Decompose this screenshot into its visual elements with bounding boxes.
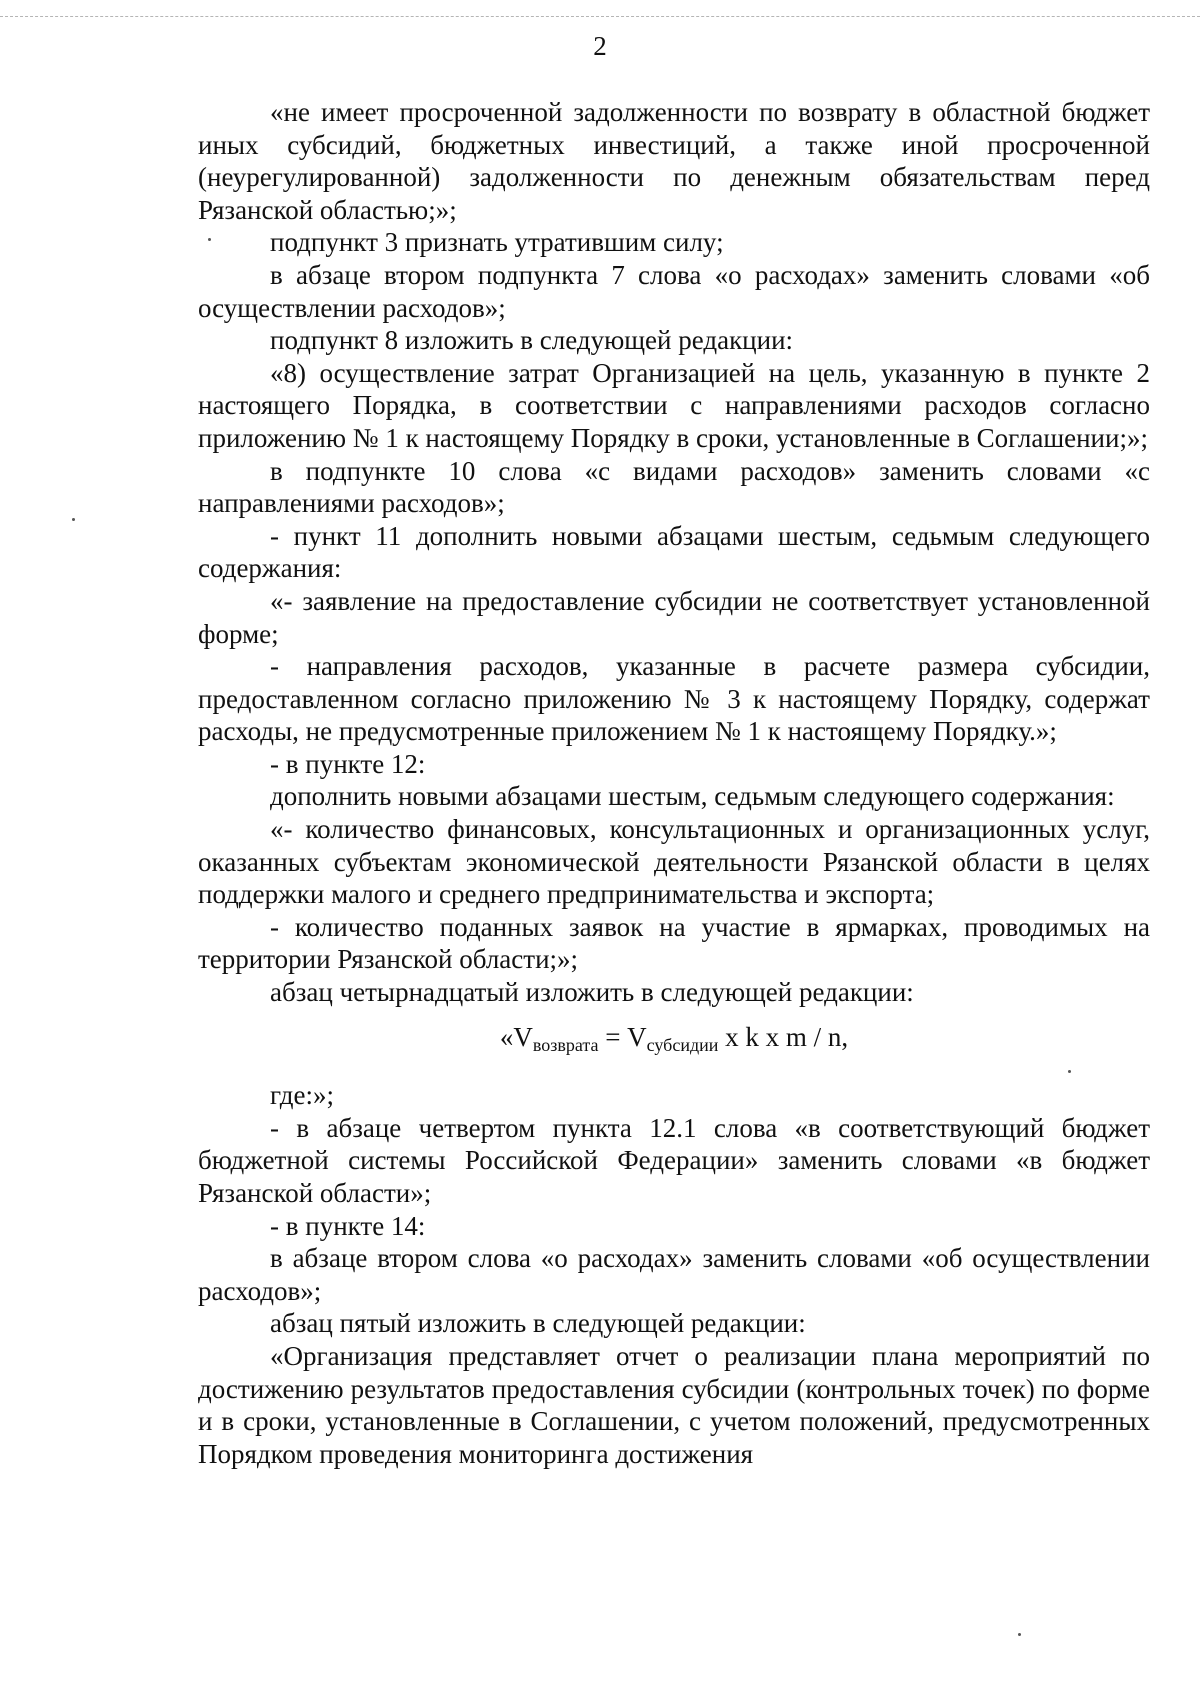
paragraph: «- заявление на предоставление субсидии не соответствует установленной форме; [198, 585, 1150, 649]
formula-open: «V [499, 1021, 533, 1052]
paragraph: абзац четырнадцатый изложить в следующей редакции: [270, 977, 914, 1008]
paragraph: дополнить новыми абзацами шестым, седьмым следующего содержания: [270, 781, 1115, 812]
scan-speck [72, 518, 75, 521]
paragraph: - количество поданных заявок на участие в ярмарках, проводимых на территории Рязанской области;»; [198, 911, 1150, 975]
formula-equals: = V [598, 1021, 647, 1052]
paragraph: «не имеет просроченной задолженности по возврату в областной бюджет иных субсидий, бюджетных инвестиций, а также иной просроченной (неурегулированной) задолженности по денежным обязательствам перед Рязанской областью;»; [198, 97, 1150, 225]
formula [198, 1021, 1150, 1054]
scan-edge-line [0, 16, 1200, 17]
paragraph: подпункт 8 изложить в следующей редакции: [270, 325, 794, 356]
paragraph: - в пункте 12: [270, 748, 426, 779]
paragraph: «- количество финансовых, консультационных и организационных услуг, оказанных субъектам экономической деятельности Рязанской области в целях поддержки малого и среднего предпринимательства и экспорта; [198, 814, 1150, 910]
paragraph: - направления расходов, указанные в расчете размера субсидии, предоставленном согласно приложению № 3 к настоящему Порядку, содержат расходы, не предусмотренные приложением № 1 к настоящему Порядку.»; [198, 651, 1150, 747]
scan-speck [1018, 1633, 1021, 1636]
paragraph: подпункт 3 признать утратившим силу; [270, 227, 724, 258]
paragraph: - в пункте 14: [270, 1210, 426, 1241]
scan-speck [1068, 1070, 1071, 1073]
formula-rest: x k x m / n, [718, 1021, 849, 1052]
paragraph: «Организация представляет отчет о реализации плана мероприятий по достижению результатов предоставления субсидии (контрольных точек) по форме и в сроки, установленные в Соглашении, с учетом положений, предусмотренных Порядком проведения мониторинга достижения [198, 1340, 1150, 1469]
formula-subscript-return: возврата [532, 1034, 599, 1055]
paragraph: - в абзаце четвертом пункта 12.1 слова «в соответствующий бюджет бюджетной системы Российской Федерации» заменить словами «в бюджет Рязанской области»; [198, 1112, 1150, 1208]
page-number: 2 [593, 31, 607, 61]
paragraph: в подпункте 10 слова «с видами расходов» заменить словами «с направлениями расходов»; [198, 455, 1150, 519]
paragraph: где:»; [270, 1080, 334, 1111]
paragraph: абзац пятый изложить в следующей редакции: [270, 1308, 806, 1339]
paragraph: в абзаце втором подпункта 7 слова «о расходах» заменить словами «об осуществлении расходов»; [198, 259, 1150, 323]
paragraph: в абзаце втором слова «о расходах» заменить словами «об осуществлении расходов»; [198, 1243, 1150, 1306]
paragraph: - пункт 11 дополнить новыми абзацами шестым, седьмым следующего содержания: [198, 520, 1150, 584]
document-body [198, 96, 1150, 1470]
paragraph: «8) осуществление затрат Организацией на цель, указанную в пункте 2 настоящего Порядка, в соответствии с направлениями расходов согласно приложению № 1 к настоящему Порядку в сроки, установленные в Соглашении;»; [198, 357, 1150, 453]
scan-speck [208, 238, 211, 241]
formula-subscript-subsidy: субсидии [646, 1034, 719, 1055]
